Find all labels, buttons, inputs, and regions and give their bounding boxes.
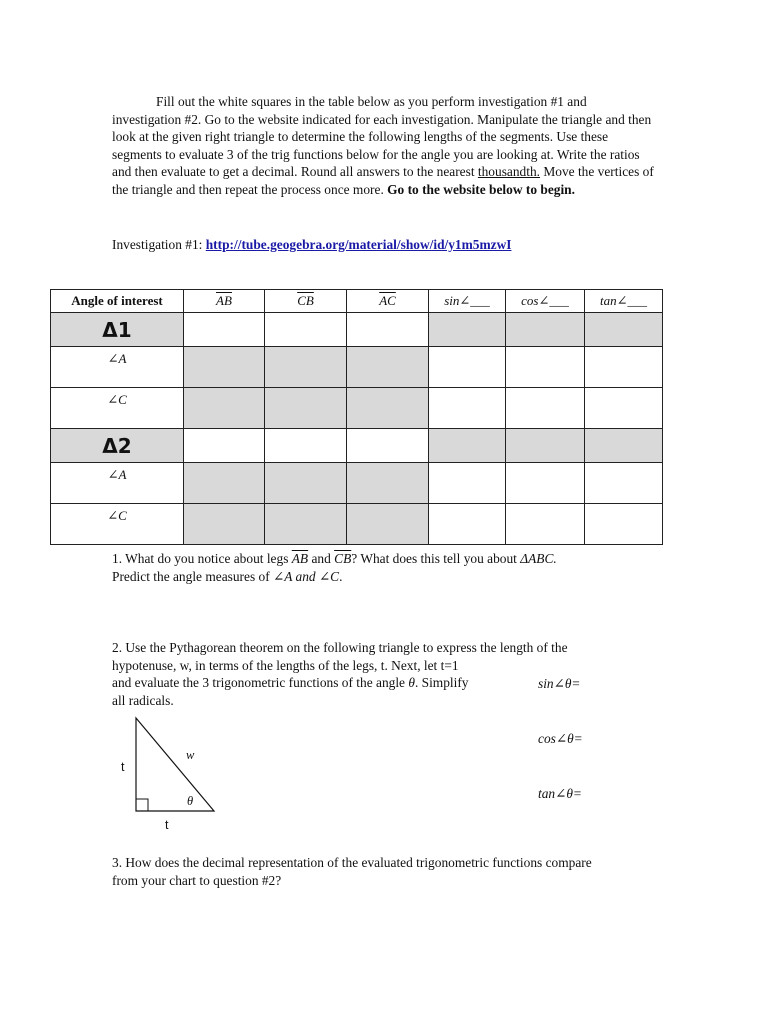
triangle-side-left-label: t (121, 760, 125, 774)
sin-theta-label: sin∠θ= (538, 676, 581, 691)
header-segment-ab: $\overline{AB}$ (184, 290, 265, 313)
table-row (51, 313, 663, 347)
cell-shaded (347, 504, 429, 545)
cell-shaded (184, 347, 265, 388)
investigation-link[interactable]: http://tube.geogebra.org/material/show/id/y1m5mzwI (205, 237, 512, 252)
cell-input[interactable] (184, 429, 265, 463)
instructions-paragraph (112, 93, 657, 199)
q1-angles: ∠A and ∠C (273, 568, 340, 584)
q2-theta: θ (408, 675, 415, 691)
cell-input[interactable] (585, 463, 663, 504)
row-label-angle-a: ∠A (51, 347, 184, 388)
cell-input[interactable] (184, 313, 265, 347)
cell-shaded (429, 429, 506, 463)
cell-input[interactable] (585, 388, 663, 429)
investigation-label: Investigation #1: (112, 237, 206, 252)
q1-text: ? What does this tell you about (351, 551, 521, 566)
header-angle-of-interest: Angle of interest (51, 290, 184, 313)
instructions-underlined: thousandth. (477, 164, 541, 180)
header-tan: tan∠___ (585, 290, 663, 313)
cos-theta-label: cos∠θ= (538, 731, 583, 746)
cell-shaded (347, 347, 429, 388)
cell-shaded (265, 347, 347, 388)
cell-input[interactable] (585, 504, 663, 545)
triangle-angle-label: θ (187, 794, 194, 808)
question-1 (112, 550, 657, 585)
cell-input[interactable] (429, 463, 506, 504)
cell-input[interactable] (347, 313, 429, 347)
table-row (51, 504, 663, 545)
q1-text: 1. What do you notice about legs (112, 551, 292, 566)
header-segment-ac: $\overline{AC}$ (347, 290, 429, 313)
header-sin: sin∠___ (429, 290, 506, 313)
q3-line-2: from your chart to question #2? (112, 872, 282, 888)
row-label-angle-c: ∠C (51, 388, 184, 429)
q2-line-3b: . Simplify (414, 675, 469, 691)
investigation-line (112, 236, 657, 254)
table-header-row (51, 290, 663, 313)
header-segment-cb: $\overline{CB}$ (265, 290, 347, 313)
cell-shaded (429, 313, 506, 347)
table-row (51, 429, 663, 463)
cell-shaded (347, 388, 429, 429)
q1-text: Predict the angle measures of (112, 568, 274, 584)
cell-shaded (506, 313, 585, 347)
triangle-outline (136, 718, 214, 811)
header-cos: cos∠___ (506, 290, 585, 313)
q1-triangle: ΔABC. (520, 551, 557, 566)
cell-shaded (585, 429, 663, 463)
question-3 (112, 854, 657, 889)
cell-input[interactable] (347, 429, 429, 463)
cell-shaded (265, 463, 347, 504)
cell-shaded (184, 463, 265, 504)
question-2 (112, 639, 657, 709)
row-label-angle-a: ∠A (51, 463, 184, 504)
cell-shaded (184, 388, 265, 429)
cell-input[interactable] (506, 463, 585, 504)
cell-input[interactable] (506, 347, 585, 388)
q2-line-3: and evaluate the 3 trigonometric functions of the angle (112, 675, 409, 691)
q2-line-4: all radicals. (112, 692, 174, 708)
triangle-side-bottom-label: t (165, 818, 169, 832)
right-angle-marker (136, 799, 148, 811)
cell-shaded (265, 388, 347, 429)
instructions-text-a: Fill out the white squares in the table below as you perform investigation #1 and investigation #2. Go to the website indicated for each investigation. Manipulate the triangle and then look at the given right triangle to determine the following lengths of the segments. Use these segments to evaluate 3 of the trig functions below for the angle you are looking at. Write the ratios and then evaluate to get a decimal. Round all answers to the nearest (112, 94, 652, 180)
instructions-bold: Go to the website below to begin. (387, 181, 575, 197)
cell-shaded (585, 313, 663, 347)
row-label-angle-c: ∠C (51, 504, 184, 545)
cell-input[interactable] (585, 347, 663, 388)
table-row (51, 388, 663, 429)
row-label-triangle-1: Δ1 (51, 313, 184, 347)
cell-shaded (347, 463, 429, 504)
cell-input[interactable] (265, 429, 347, 463)
row-label-triangle-2: Δ2 (51, 429, 184, 463)
cell-input[interactable] (506, 504, 585, 545)
instructions-text-b: Move the vertices of the triangle and then repeat the process once more. (112, 164, 654, 197)
q2-line-1: 2. Use the Pythagorean theorem on the following triangle to express the length of the (112, 640, 568, 655)
cell-shaded (184, 504, 265, 545)
cell-shaded (265, 504, 347, 545)
q2-line-2: hypotenuse, w, in terms of the lengths of the legs, t. Next, let t=1 (112, 657, 459, 673)
cell-input[interactable] (429, 347, 506, 388)
right-triangle-diagram (130, 714, 230, 814)
q3-line-1: 3. How does the decimal representation of the evaluated trigonometric functions compare (112, 855, 592, 870)
cell-input[interactable] (506, 388, 585, 429)
investigation-table (50, 289, 663, 545)
q1-text: and (308, 551, 335, 566)
cell-input[interactable] (265, 313, 347, 347)
cell-input[interactable] (429, 388, 506, 429)
cell-input[interactable] (429, 504, 506, 545)
tan-theta-label: tan∠θ= (538, 786, 582, 801)
q1-text: . (339, 568, 343, 584)
table-row (51, 347, 663, 388)
q1-segment-ab: $\overline{AB}$ (291, 551, 309, 566)
table-row (51, 463, 663, 504)
cell-shaded (506, 429, 585, 463)
triangle-hypotenuse-label: w (186, 748, 195, 762)
q1-segment-cb: $\overline{CB}$ (334, 551, 352, 566)
